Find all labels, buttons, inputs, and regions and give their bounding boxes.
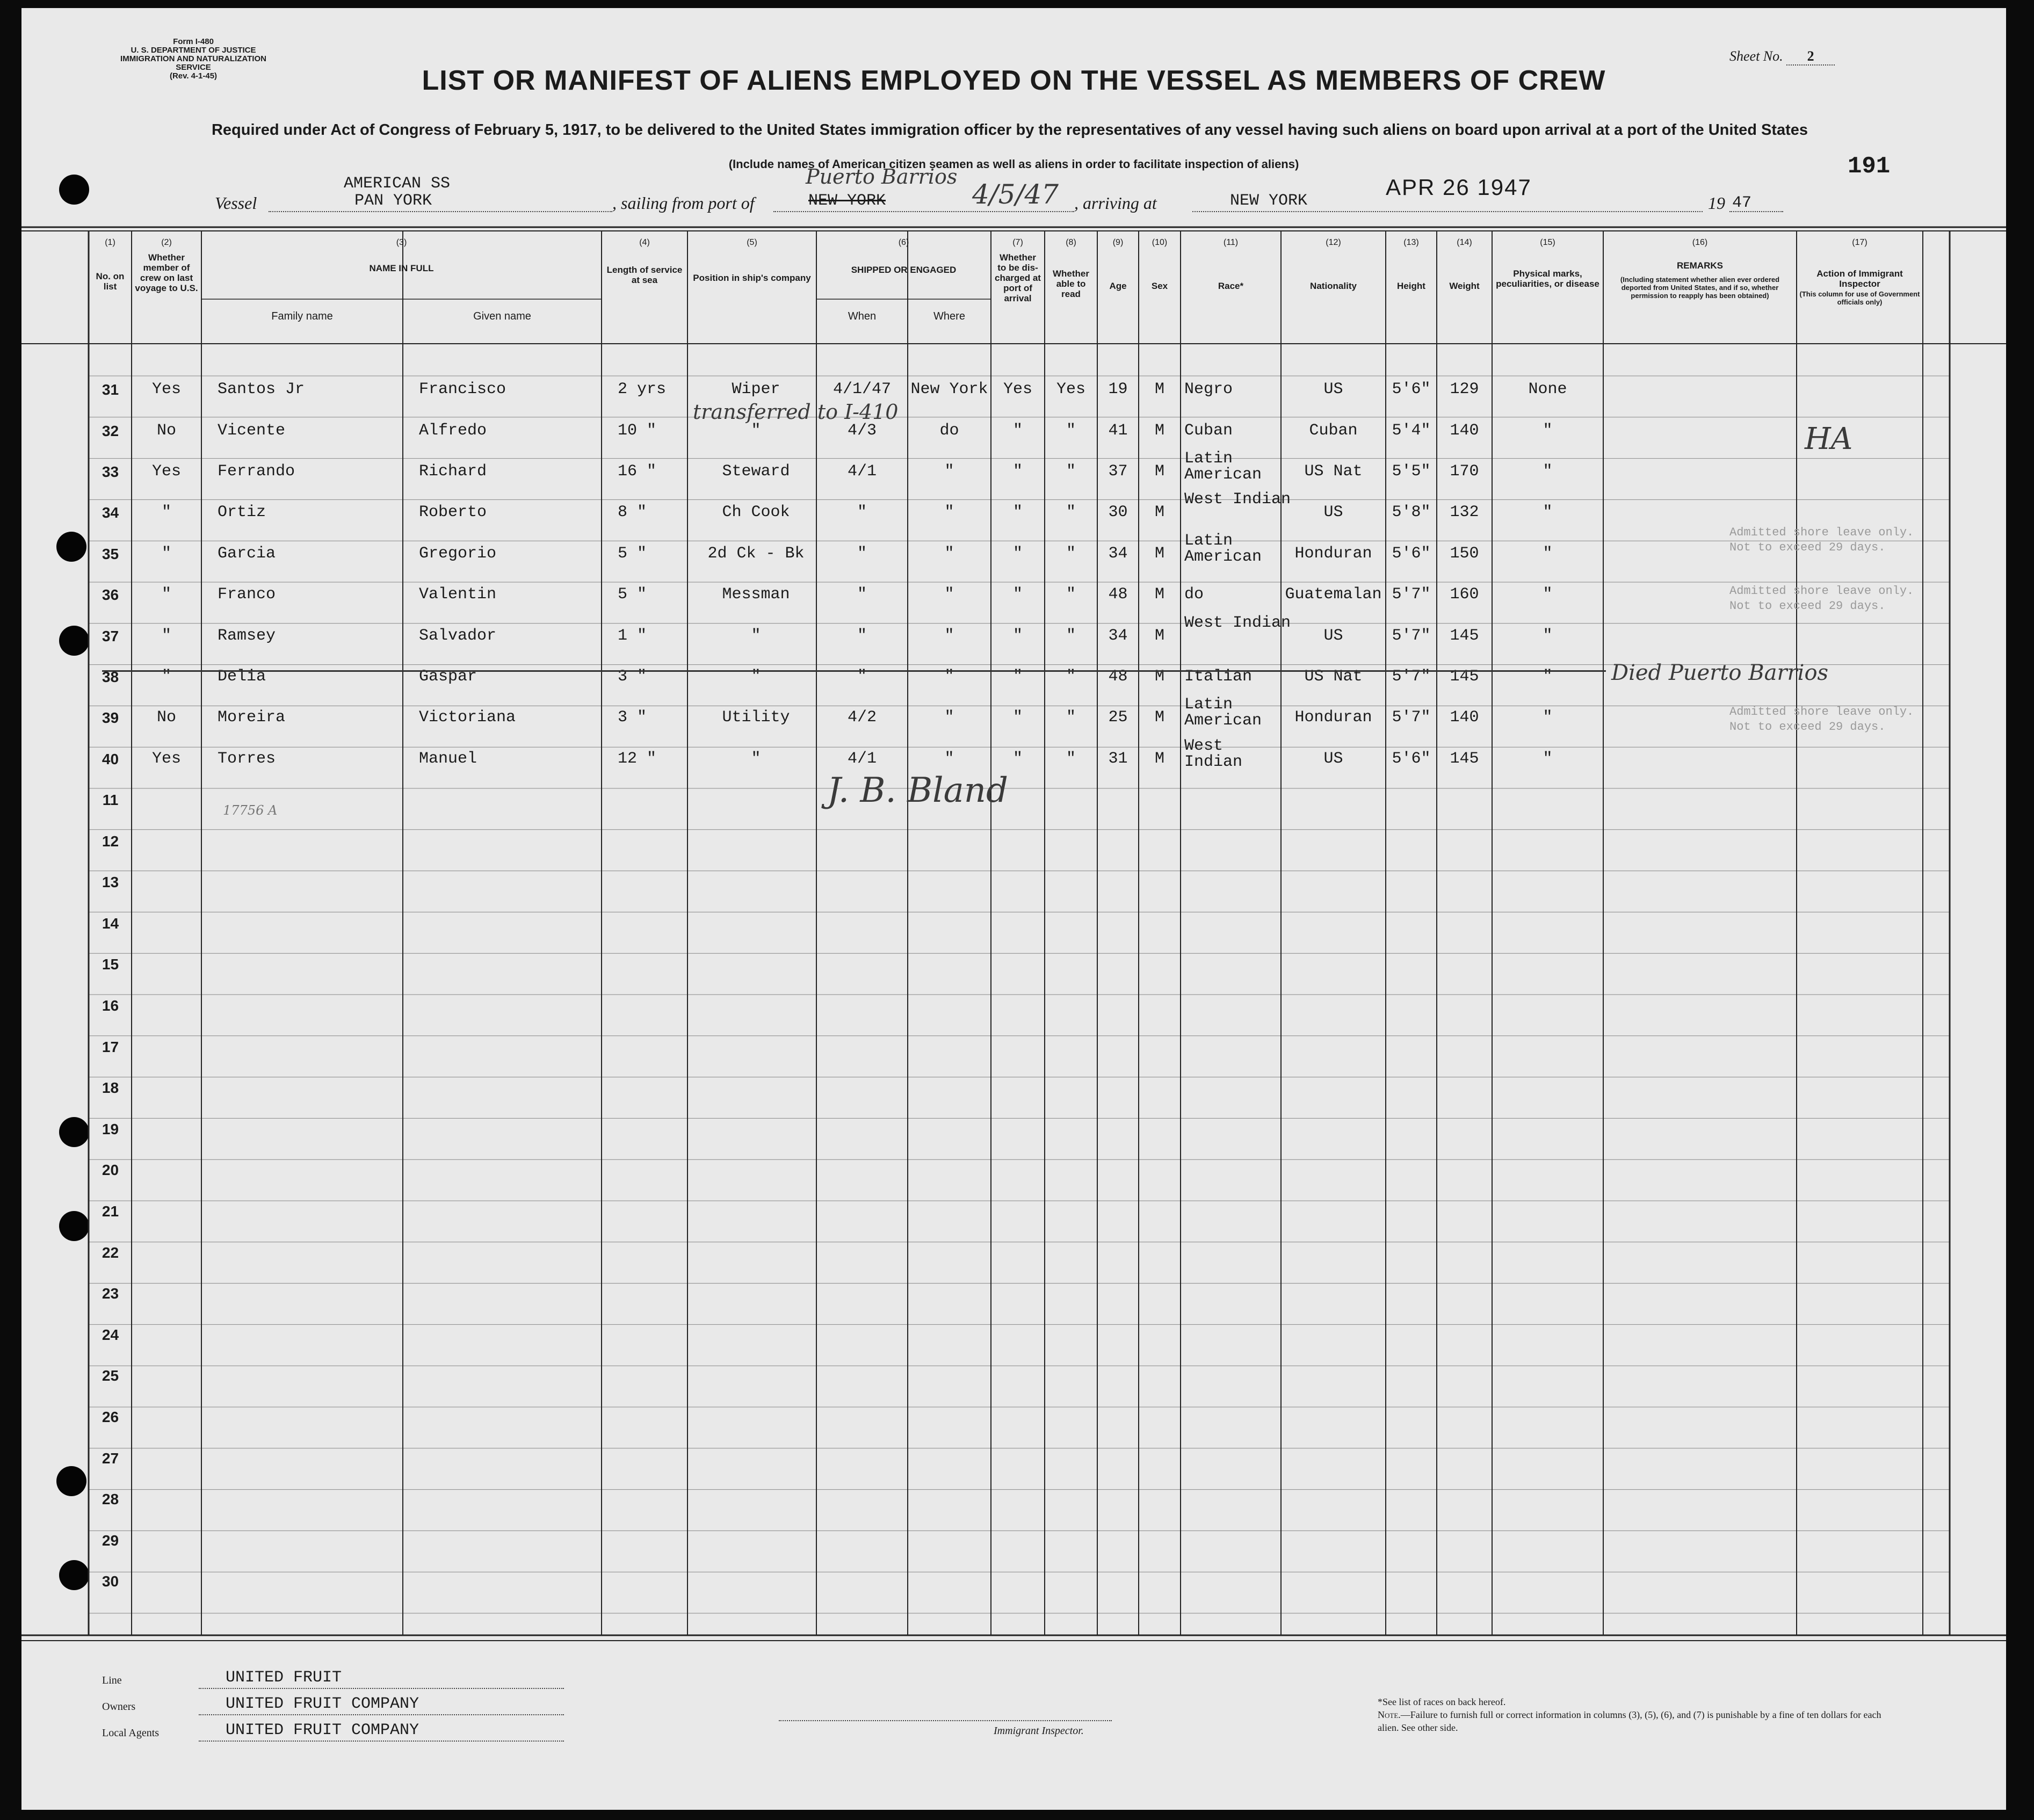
row-number: 16 [102, 997, 119, 1014]
cell-read: " [1066, 627, 1076, 645]
column-header-6: SHIPPED OR ENGAGED [851, 265, 957, 275]
cell-when: " [857, 627, 867, 645]
cell-weight: 145 [1450, 627, 1479, 645]
row-number: 23 [102, 1285, 119, 1302]
cell-age: 25 [1108, 708, 1128, 727]
cell-height: 5'7" [1392, 668, 1431, 686]
cell-family: Garcia [218, 545, 276, 563]
cell-crew: " [161, 503, 171, 521]
column-number: (9) [1112, 238, 1124, 247]
cell-age: 30 [1108, 503, 1128, 521]
cell-nationality: Cuban [1309, 422, 1358, 440]
arrival-date-stamp: APR 26 1947 [1386, 175, 1532, 200]
cell-sex: M [1154, 585, 1164, 604]
cell-position: 2d Ck - Bk [707, 545, 805, 563]
page-stamp: 191 [1848, 153, 1891, 180]
row-number: 22 [102, 1244, 119, 1261]
cell-marks: " [1543, 585, 1553, 604]
cell-sex: M [1154, 708, 1164, 727]
cell-age: 34 [1108, 627, 1128, 645]
row-number: 30 [102, 1573, 119, 1590]
cell-race: do [1184, 585, 1204, 604]
cell-weight: 140 [1450, 708, 1479, 727]
cell-nationality: US [1323, 750, 1343, 768]
cell-weight: 170 [1450, 462, 1479, 481]
row-number: 39 [102, 709, 119, 726]
cell-weight: 129 [1450, 380, 1479, 398]
cell-family: Moreira [218, 708, 286, 727]
column-number: (4) [639, 238, 650, 247]
vessel-name-line1: AMERICAN SS [344, 175, 451, 193]
cell-service: 5 " [618, 585, 647, 604]
cell-sex: M [1154, 545, 1164, 563]
cell-crew: No [156, 708, 176, 727]
row-number: 29 [102, 1532, 119, 1549]
cell-sex: M [1154, 668, 1164, 686]
column-header-family-name: Family name [271, 310, 333, 322]
cell-race: West Indian [1184, 490, 1291, 509]
cell-service: 3 " [618, 708, 647, 727]
owners-label: Owners [102, 1701, 136, 1713]
cell-family: Vicente [218, 422, 286, 440]
cell-read: " [1066, 545, 1076, 563]
date-handwritten: 4/5/47 [972, 179, 1059, 210]
cell-given: Gregorio [419, 545, 497, 563]
column-header-when: When [848, 310, 877, 322]
cell-age: 41 [1108, 422, 1128, 440]
cell-service: 12 " [618, 750, 657, 768]
column-header-5: Position in ship's company [693, 273, 811, 283]
cell-where: " [944, 462, 954, 481]
cell-age: 31 [1108, 750, 1128, 768]
annotation-transferred: transferred to I-410 [693, 400, 899, 424]
form-number: Form I-480 [173, 37, 214, 46]
cell-age: 34 [1108, 545, 1128, 563]
row-number: 37 [102, 628, 119, 644]
sheet-number: Sheet No. 2 [1729, 48, 1835, 66]
row-number: 26 [102, 1409, 119, 1425]
remarks-subheader: (Including statement whether alien ever ordered deported from United States, and if so, whether permission to reapply has been obtained) [1620, 275, 1780, 300]
vessel-name-line2: PAN YORK [354, 192, 432, 210]
column-header-3: NAME IN FULL [369, 263, 434, 273]
port-handwritten: Puerto Barrios [806, 165, 958, 188]
cell-family: Franco [218, 585, 276, 604]
year-label: 19 [1708, 193, 1725, 213]
column-header-17: Action of Immigrant Inspector [1816, 269, 1903, 289]
signature: J. B. Bland [827, 771, 1008, 810]
agents-value: UNITED FRUIT COMPANY [226, 1721, 419, 1739]
cell-discharged: " [1012, 462, 1023, 481]
cell-where: " [944, 668, 954, 686]
cell-where: " [944, 585, 954, 604]
line-value: UNITED FRUIT [226, 1669, 342, 1687]
cell-service: 3 " [618, 668, 647, 686]
cell-height: 5'7" [1392, 585, 1431, 604]
cell-family: Ramsey [218, 627, 276, 645]
cell-given: Alfredo [419, 422, 487, 440]
cell-service: 2 yrs [618, 380, 667, 398]
column-number: (10) [1152, 238, 1168, 247]
cell-discharged: Yes [1003, 380, 1032, 398]
cell-marks: " [1543, 462, 1553, 481]
cell-crew: " [161, 545, 171, 563]
row-number: 33 [102, 463, 119, 480]
row-number: 12 [102, 832, 119, 850]
cell-read: " [1066, 503, 1076, 521]
cell-height: 5'8" [1392, 503, 1431, 521]
cell-race: Latin American [1184, 532, 1262, 566]
cell-when: " [857, 585, 867, 604]
cell-height: 5'7" [1392, 708, 1431, 727]
cell-nationality: US [1323, 380, 1343, 398]
owners-value: UNITED FRUIT COMPANY [226, 1695, 419, 1713]
cell-nationality: US [1323, 503, 1343, 521]
cell-race: Latin American [1184, 695, 1262, 730]
column-header-4: Length of service at sea [606, 265, 683, 285]
cell-sex: M [1154, 380, 1164, 398]
cell-read: " [1066, 462, 1076, 481]
column-number: (7) [1012, 238, 1023, 247]
cell-marks: " [1543, 545, 1553, 563]
cell-given: Victoriana [419, 708, 516, 727]
cell-family: Delia [218, 668, 266, 686]
arriving-label: , arriving at [1074, 193, 1157, 213]
cell-race: West Indian [1184, 614, 1291, 632]
cell-crew: Yes [151, 750, 181, 768]
row-number: 15 [102, 956, 119, 973]
cell-crew: Yes [151, 380, 181, 398]
cell-nationality: Honduran [1294, 708, 1372, 727]
cell-discharged: " [1012, 627, 1023, 645]
annotation-initials: HA [1805, 422, 1853, 456]
row-number: 25 [102, 1367, 119, 1384]
remark-admitted-39: Admitted shore leave only. Not to exceed 29 days. [1729, 705, 1914, 734]
cell-age: 37 [1108, 462, 1128, 481]
cell-height: 5'6" [1392, 545, 1431, 563]
action-subheader: (This column for use of Government officials only) [1799, 290, 1920, 306]
cell-marks: " [1543, 422, 1553, 440]
cell-weight: 160 [1450, 585, 1479, 604]
column-header-13: Height [1397, 281, 1425, 291]
cell-service: 8 " [618, 503, 647, 521]
column-header-given-name: Given name [473, 310, 531, 322]
cell-position: " [751, 668, 761, 686]
owners-underline [199, 1714, 564, 1715]
agents-underline [199, 1741, 564, 1742]
column-number: (15) [1540, 238, 1555, 247]
row-number: 11 [102, 792, 119, 808]
cell-nationality: US Nat [1304, 462, 1363, 481]
cell-marks: " [1543, 627, 1553, 645]
row-number: 13 [102, 874, 119, 891]
cell-read: " [1066, 750, 1076, 768]
cell-read: " [1066, 422, 1076, 440]
cell-when: 4/1 [847, 750, 877, 768]
cell-where: New York [910, 380, 988, 398]
column-header-8: Whether able to read [1053, 269, 1089, 299]
column-number: (3) [396, 238, 407, 247]
column-header-2: Whether member of crew on last voyage to U.S. [135, 252, 198, 293]
cell-discharged: " [1012, 545, 1023, 563]
row-number: 14 [102, 915, 119, 932]
row-number: 34 [102, 504, 119, 521]
cell-position: Ch Cook [722, 503, 790, 521]
cell-sex: M [1154, 627, 1164, 645]
column-number: (11) [1223, 238, 1239, 247]
cell-position: " [751, 422, 761, 440]
cell-marks: " [1543, 750, 1553, 768]
cell-race: Italian [1184, 668, 1253, 686]
row-number: 20 [102, 1162, 119, 1179]
cell-nationality: Honduran [1294, 545, 1372, 563]
cell-given: Richard [419, 462, 487, 481]
column-number: (14) [1457, 238, 1472, 247]
row-number: 35 [102, 546, 119, 562]
column-number: (16) [1692, 238, 1708, 247]
row-number: 31 [102, 381, 119, 398]
cell-when: " [857, 545, 867, 563]
cell-crew: Yes [151, 462, 181, 481]
cell-height: 5'4" [1392, 422, 1431, 440]
cell-discharged: " [1012, 422, 1023, 440]
subtitle: Required under Act of Congress of February 5, 1917, to be delivered to the United States immigration officer by the representatives of any vessel having such aliens on board upon arrival at a port of the United States [211, 121, 1808, 139]
cell-nationality: Guatemalan [1285, 585, 1382, 604]
cell-height: 5'5" [1392, 462, 1431, 481]
cell-age: 19 [1108, 380, 1128, 398]
column-header-1: No. on list [96, 271, 125, 292]
cell-crew: " [161, 627, 171, 645]
annotation-died: Died Puerto Barrios [1611, 661, 1829, 685]
cell-when: 4/3 [847, 422, 877, 440]
cell-nationality: US [1323, 627, 1343, 645]
cell-when: " [857, 668, 867, 686]
cell-marks: " [1543, 503, 1553, 521]
row-number: 27 [102, 1449, 119, 1467]
cell-given: Manuel [419, 750, 477, 768]
cell-weight: 140 [1450, 422, 1479, 440]
row-number: 19 [102, 1120, 119, 1137]
cell-when: 4/1/47 [833, 380, 892, 398]
cell-race: Negro [1184, 380, 1233, 398]
cell-sex: M [1154, 503, 1164, 521]
cell-position: Steward [722, 462, 790, 481]
cell-position: Utility [722, 708, 790, 727]
revision: (Rev. 4-1-45) [169, 71, 218, 81]
year-value: 47 [1732, 194, 1752, 212]
cell-given: Salvador [419, 627, 497, 645]
line-underline [199, 1688, 564, 1689]
cell-height: 5'7" [1392, 627, 1431, 645]
column-number: (2) [161, 238, 172, 247]
cell-read: Yes [1056, 380, 1085, 398]
column-header-12: Nationality [1310, 281, 1357, 291]
cell-read: " [1066, 668, 1076, 686]
cell-service: 1 " [618, 627, 647, 645]
cell-family: Santos Jr [218, 380, 305, 398]
penalty-note: Note.—Failure to furnish full or correct information in columns (3), (5), (6), and (7) is punishable by a fine of ten dollars for each alien. See other side. [1378, 1709, 1881, 1733]
service: IMMIGRATION AND NATURALIZATION SERVICE [120, 54, 266, 72]
row-number: 24 [102, 1326, 119, 1343]
cell-sex: M [1154, 462, 1164, 481]
include-note: (Include names of American citizen seamen as well as aliens in order to facilitate inspection of aliens) [728, 157, 1299, 171]
cell-crew: " [161, 585, 171, 604]
remark-admitted-36: Admitted shore leave only. Not to exceed 29 days. [1729, 584, 1914, 613]
cell-when: 4/2 [847, 708, 877, 727]
cell-position: Messman [722, 585, 790, 604]
column-number: (17) [1852, 238, 1867, 247]
cell-discharged: " [1012, 503, 1023, 521]
cell-race: Latin American [1184, 449, 1262, 484]
department: U. S. DEPARTMENT OF JUSTICE [131, 46, 256, 55]
column-number: (5) [747, 238, 757, 247]
inspector-signature-line [779, 1720, 1112, 1721]
row-number: 40 [102, 751, 119, 767]
cell-position: " [751, 750, 761, 768]
cell-service: 5 " [618, 545, 647, 563]
cell-where: do [939, 422, 959, 440]
cell-where: " [944, 503, 954, 521]
cell-family: Ortiz [218, 503, 266, 521]
row-number: 21 [102, 1203, 119, 1220]
cell-position: Wiper [732, 380, 780, 398]
row-number: 18 [102, 1079, 119, 1097]
sailing-label: , sailing from port of [612, 193, 755, 213]
cell-read: " [1066, 585, 1076, 604]
cell-discharged: " [1012, 750, 1023, 768]
cell-age: 48 [1108, 585, 1128, 604]
cell-given: Valentin [419, 585, 497, 604]
cell-read: " [1066, 708, 1076, 727]
cell-sex: M [1154, 750, 1164, 768]
row-38-strike [102, 670, 1606, 672]
arriving-port: NEW YORK [1230, 192, 1308, 210]
column-header-14: Weight [1449, 281, 1480, 291]
row-number: 36 [102, 586, 119, 603]
row-number: 32 [102, 423, 119, 439]
cell-height: 5'6" [1392, 380, 1431, 398]
column-number: (13) [1403, 238, 1419, 247]
cell-weight: 145 [1450, 750, 1479, 768]
remark-admitted-35: Admitted shore leave only. Not to exceed 29 days. [1729, 526, 1914, 554]
cell-family: Torres [218, 750, 276, 768]
column-number: (12) [1326, 238, 1341, 247]
column-header-15: Physical marks, peculiarities, or disease [1496, 269, 1599, 289]
cell-service: 16 " [618, 462, 657, 481]
races-note: *See list of races on back hereof. [1378, 1696, 1506, 1707]
cell-weight: 132 [1450, 503, 1479, 521]
cell-given: Roberto [419, 503, 487, 521]
cell-where: " [944, 627, 954, 645]
inspector-label: Immigrant Inspector. [994, 1725, 1084, 1737]
row-number: 17 [102, 1038, 119, 1055]
cell-service: 10 " [618, 422, 657, 440]
column-header-7: Whether to be dis-charged at port of arrival [995, 252, 1041, 303]
column-number: (1) [105, 238, 115, 247]
column-header-11: Race* [1218, 281, 1244, 291]
column-number: (8) [1066, 238, 1076, 247]
cell-marks: None [1528, 380, 1567, 398]
cell-weight: 150 [1450, 545, 1479, 563]
cell-marks: " [1543, 668, 1553, 686]
cell-crew: No [156, 422, 176, 440]
cell-where: " [944, 750, 954, 768]
column-header-16: REMARKS [1677, 260, 1723, 271]
vessel-label: Vessel [215, 193, 257, 213]
cell-nationality: US Nat [1304, 668, 1363, 686]
cell-height: 5'6" [1392, 750, 1431, 768]
cell-discharged: " [1012, 585, 1023, 604]
cell-given: Francisco [419, 380, 506, 398]
row-number: 38 [102, 669, 119, 685]
cell-when: " [857, 503, 867, 521]
agents-label: Local Agents [102, 1727, 160, 1739]
cell-where: " [944, 545, 954, 563]
cell-race: Cuban [1184, 422, 1233, 440]
port-typed: NEW YORK [808, 192, 886, 210]
cell-age: 48 [1108, 668, 1128, 686]
cell-where: " [944, 708, 954, 727]
cell-sex: M [1154, 422, 1164, 440]
row-number: 28 [102, 1491, 119, 1508]
cell-marks: " [1543, 708, 1553, 727]
cell-weight: 145 [1450, 668, 1479, 686]
file-number: 17756 A [223, 803, 278, 818]
cell-when: 4/1 [847, 462, 877, 481]
cell-crew: " [161, 668, 171, 686]
cell-discharged: " [1012, 708, 1023, 727]
cell-race: West Indian [1184, 737, 1243, 771]
column-number: (6) [898, 238, 909, 247]
column-header-9: Age [1109, 281, 1127, 291]
cell-position: " [751, 627, 761, 645]
cell-discharged: " [1012, 668, 1023, 686]
line-label: Line [102, 1674, 122, 1686]
cell-given: Gaspar [419, 668, 477, 686]
column-header-10: Sex [1151, 281, 1168, 291]
column-header-where: Where [933, 310, 965, 322]
cell-family: Ferrando [218, 462, 295, 481]
page-title: LIST OR MANIFEST OF ALIENS EMPLOYED ON THE VESSEL AS MEMBERS OF CREW [422, 65, 1606, 96]
manifest-sheet [21, 8, 2006, 1810]
